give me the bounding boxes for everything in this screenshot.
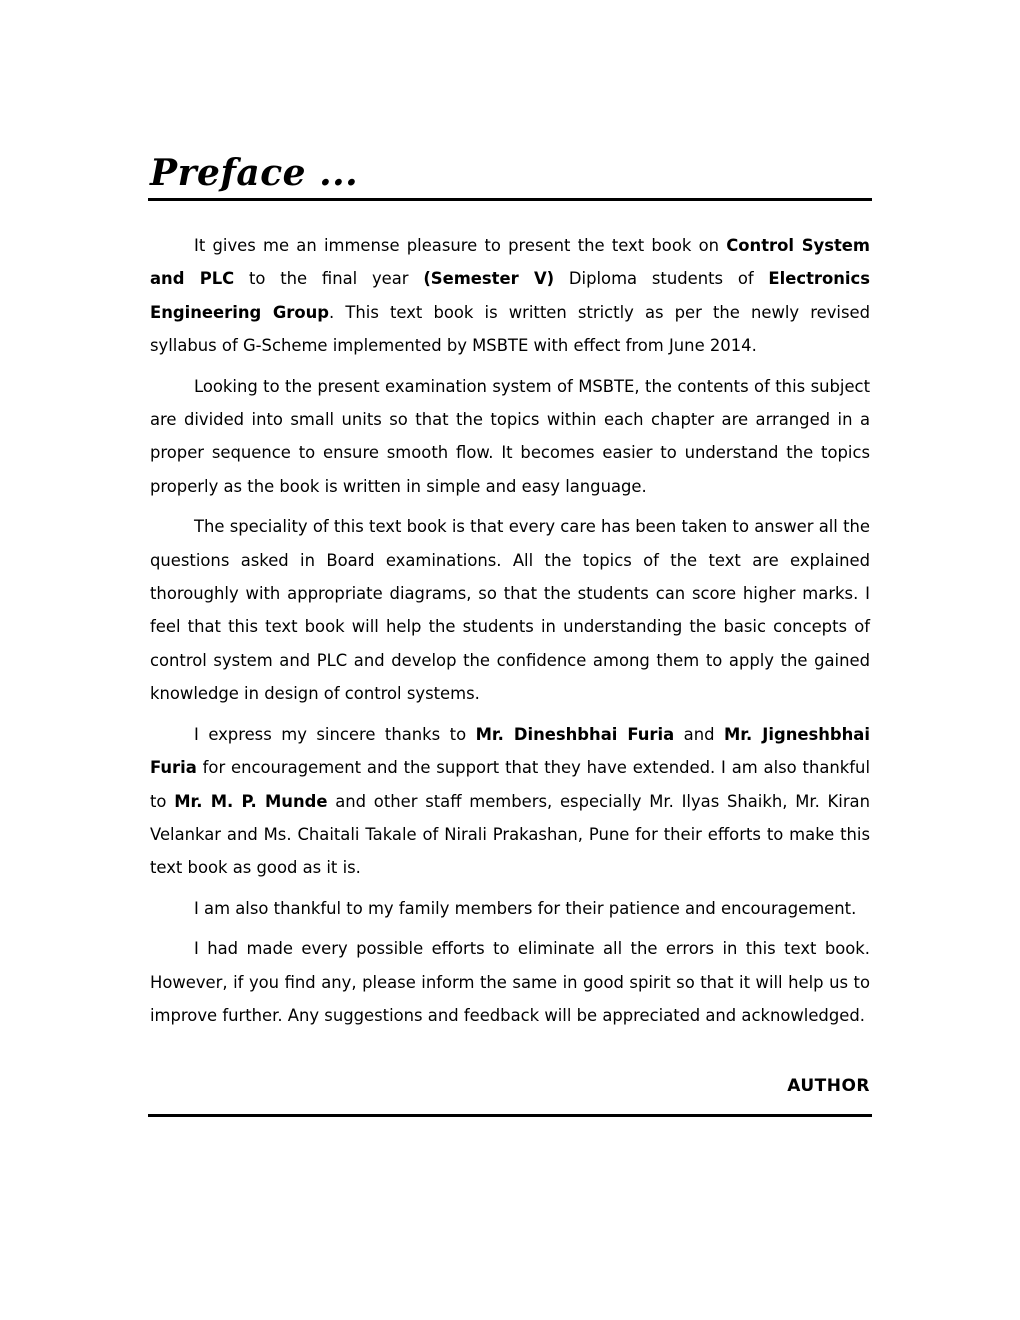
- paragraph: [148, 718, 872, 885]
- preface-page: [148, 150, 872, 1117]
- text-run: It gives me an immense pleasure to present the text book on: [194, 236, 727, 255]
- text-run: for encouragement and the support that they have extended. I am also thankful to: [150, 758, 870, 811]
- text-run: and: [674, 724, 724, 744]
- paragraph: [148, 510, 872, 710]
- author-signature: AUTHOR: [787, 1076, 870, 1097]
- page-title: Preface ...: [150, 152, 359, 194]
- text-run: to the final year: [234, 269, 424, 289]
- text-run: Looking to the present examination system of MSBTE, the contents of this subject are divided into small units so that the topics within each chapter are arranged in a proper sequence to ensure smooth flow. It becomes easier to understand the topics properly as the book is written in simple and easy language.: [150, 376, 870, 496]
- text-run: . This text book is written strictly as per the newly revised syllabus of G-Scheme implemented by MSBTE with effect from June 2014.: [150, 302, 870, 356]
- paragraph: [148, 229, 872, 363]
- text-run: I had made every possible efforts to eliminate all the errors in this text book. However, if you find any, please inform the same in good spirit so that it will help us to improve further. Any suggestions and feedback will be appreciated and acknowledged.: [150, 939, 870, 1025]
- bottom-divider: [148, 1114, 872, 1117]
- title-divider: [148, 198, 872, 201]
- text-run: and other staff members, especially Mr. Ilyas Shaikh, Mr. Kiran Velankar and Ms. Chaitali Takale of Nirali Prakashan, Pune for their efforts to make this text book as good as it is.: [150, 791, 870, 878]
- paragraph: [148, 932, 872, 1032]
- text-run: I am also thankful to my family members for their patience and encouragement.: [194, 898, 857, 918]
- text-run: The speciality of this text book is that every care has been taken to answer all the questions asked in Board examinations. All the topics of the text are explained thoroughly with appropriate diagrams, so that the students can score higher marks. I feel that this text book will help the students in understanding the basic concepts of control system and PLC and develop the confidence among them to apply the gained knowledge in design of control systems.: [150, 517, 870, 704]
- bold-text: Mr. Jigneshbhai Furia: [150, 724, 870, 778]
- preface-body: [148, 229, 872, 1032]
- bold-text: (Semester V): [423, 269, 555, 289]
- bold-text: Electronics Engineering Group: [150, 269, 871, 322]
- paragraph: [148, 370, 872, 504]
- text-run: Diploma students of: [554, 269, 769, 289]
- bold-text: Mr. Dineshbhai Furia: [475, 724, 675, 744]
- text-run: I express my sincere thanks to: [194, 724, 476, 744]
- paragraph: [148, 892, 872, 925]
- bold-text: Control System and PLC: [150, 236, 870, 289]
- bold-text: Mr. M. P. Munde: [174, 791, 328, 811]
